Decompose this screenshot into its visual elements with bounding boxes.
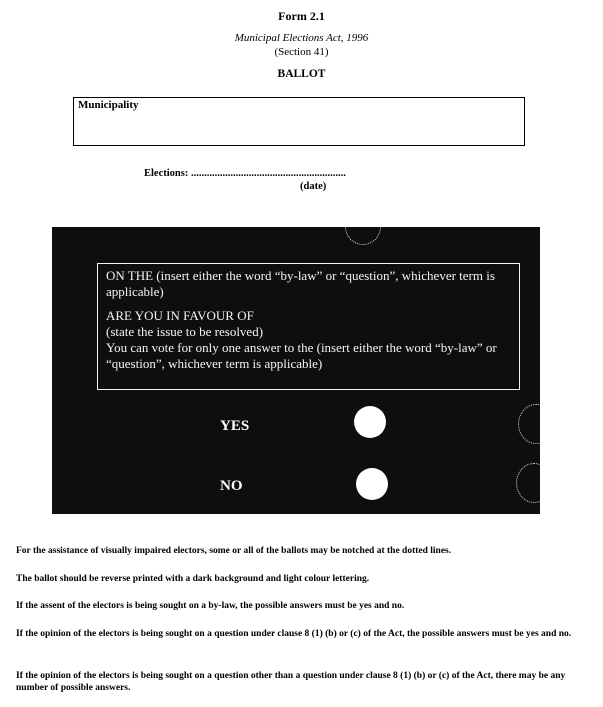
answer-no-oval[interactable] <box>356 468 388 500</box>
note-clause-answers: If the opinion of the electors is being sought on a question under clause 8 (1) (b) or (c) of the Act, the possible answers must be yes and no. <box>16 629 572 639</box>
elections-line <box>144 168 346 179</box>
municipality-box <box>73 97 525 146</box>
note-reverse-print: The ballot should be reverse printed with a dark background and light colour lettering. <box>16 574 370 584</box>
elections-date-leader: ........................................................... <box>190 168 346 179</box>
note-by-law-answers: If the assent of the electors is being sought on a by-law, the possible answers must be yes and no. <box>16 601 405 611</box>
notch-no <box>516 463 540 503</box>
notch-top <box>345 227 381 245</box>
ballot-heading: BALLOT <box>277 68 326 80</box>
question-line-issue: (state the issue to be resolved) <box>106 324 264 339</box>
answer-yes-oval[interactable] <box>354 406 386 438</box>
act-title: Municipal Elections Act, 1996 <box>234 32 369 44</box>
question-line-on-the: ON THE (insert either the word “by-law” or “question”, whichever term is applicable) <box>106 268 495 299</box>
answer-no-label: NO <box>220 478 243 494</box>
section-reference: (Section 41) <box>274 46 329 58</box>
elections-label: Elections: <box>144 168 189 179</box>
note-visually-impaired: For the assistance of visually impaired electors, some or all of the ballots may be notched at the dotted lines. <box>16 546 452 556</box>
form-number: Form 2.1 <box>278 9 325 23</box>
question-line-instruction: You can vote for only one answer to the (insert either the word “by-law” or “question”, whichever term is applicable) <box>106 340 497 371</box>
municipality-label: Municipality <box>78 99 139 111</box>
question-line-in-favour: ARE YOU IN FAVOUR OF <box>106 308 254 323</box>
date-label: (date) <box>300 181 327 192</box>
note-other-question-answers: If the opinion of the electors is being sought on a question other than a question under clause 8 (1) (b) or (c) of the Act, there may be any number of possible answers. <box>16 671 566 693</box>
answer-yes-label: YES <box>220 418 250 434</box>
question-box <box>97 263 520 390</box>
notch-yes <box>518 404 540 444</box>
sample-ballot <box>52 227 540 514</box>
